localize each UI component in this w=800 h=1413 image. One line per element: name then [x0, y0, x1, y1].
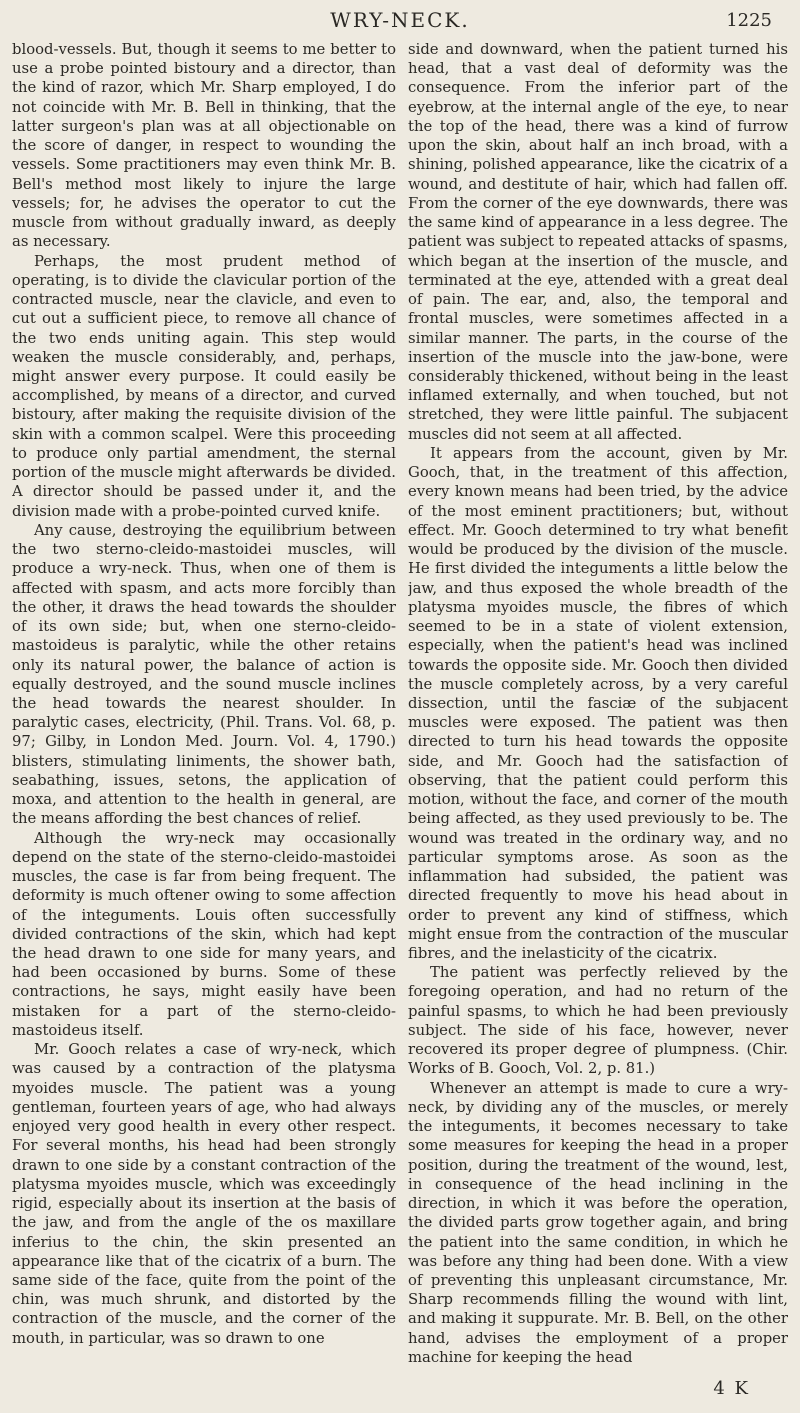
paragraph: Mr. Gooch relates a case of wry-neck, which was caused by a contraction of the platysma myoides muscle. The patient was a young gentleman, fourteen years of age, who had always enjoyed very good health in every other respect. For several months, his head had been strongly drawn to one side by a constant contraction of the platysma myoides muscle, which was exceedingly rigid, especially about its insertion at the basis of the jaw, and from the angle of the os maxillare inferius to the chin, the skin presented an appearance like that of the cicatrix of a burn. The same side of the face, quite from the point of the chin, was much shrunk, and distorted by the contraction of the muscle, and the corner of the mouth, in particular, was so drawn to one — [12, 1041, 396, 1347]
left-column — [12, 40, 396, 1375]
paragraph: Any cause, destroying the equilibrium between the two sterno-cleido-mastoidei muscles, will produce a wry-neck. Thus, when one of them is affected with spasm, and acts more forcibly than the other, it draws the head towards the shoulder of its own side; but, when one sterno-cleido-mastoideus is paralytic, while the other retains only its natural power, the balance of action is equally destroyed, and the sound muscle inclines the head towards the nearest shoulder. In paralytic cases, electricity, (Phil. Trans. Vol. 68, p. 97; Gilby, in London Med. Journ. Vol. 4, 1790.) blisters, stimulating liniments, the shower bath, seabathing, issues, setons, the application of moxa, and attention to the health in general, are the means affording the best chances of relief. — [12, 521, 396, 828]
paragraph: Although the wry-neck may occasionally depend on the state of the sterno-cleido-mastoidei muscles, the case is far from being frequent. The deformity is much oftener owing to some affection of the integuments. Louis often successfully divided contractions of the skin, which had kept the head drawn to one side for many years, and had been occasioned by burns. Some of these contractions, he says, might easily have been mistaken for a part of the sterno-cleido-mastoideus itself. — [12, 829, 396, 1039]
right-column — [408, 40, 788, 1375]
paragraph: The patient was perfectly relieved by the foregoing operation, and had no return of the painful spasms, to which he had been previously subject. The side of his face, however, never recovered its proper degree of plumpness. (Chir. Works of B. Gooch, Vol. 2, p. 81.) — [408, 964, 788, 1078]
paragraph: blood-vessels. But, though it seems to me better to use a probe pointed bistoury and a director, than the kind of razor, which Mr. Sharp employed, I do not coincide with Mr. B. Bell in thinking, that the latter surgeon's plan was at all objectionable on the score of danger, in respect to wounding the vessels. Some practitioners may even think Mr. B. Bell's method most likely to injure the large vessels; for, he advises the operator to cut the muscle from without gradually inward, as deeply as necessary. — [12, 41, 396, 251]
paragraph: Whenever an attempt is made to cure a wry-neck, by dividing any of the muscles, or merely the integuments, it becomes necessary to take some measures for keeping the head in a proper position, during the treatment of the wound, lest, in consequence of the head inclining in the direction, in which it was before the operation, the divided parts grow together again, and bring the patient into the same condition, in which he was before any thing had been done. With a view of preventing this unpleasant circumstance, Mr. Sharp recommends filling the wound with lint, and making it suppurate. Mr. B. Bell, on the other hand, advises the employment of a proper machine for keeping the head — [408, 1079, 788, 1366]
paragraph: Perhaps, the most prudent method of operating, is to divide the clavicular portion of the contracted muscle, near the clavicle, and even to cut out a sufficient piece, to remove all chance of the two ends uniting again. This step would weaken the muscle considerably, and, perhaps, might answer every purpose. It could easily be accomplished, by means of a director, and curved bistoury, after making the requisite division of the skin with a common scalpel. Were this proceeding to produce only partial amendment, the sternal portion of the muscle might afterwards be divided. A director should be passed under it, and the division made with a probe-pointed curved knife. — [12, 252, 396, 520]
signature-mark: 4 K — [713, 1378, 750, 1399]
paragraph: It appears from the account, given by Mr. Gooch, that, in the treatment of this affection, every known means had been tried, by the advice of the most eminent practitioners; but, without effect. Mr. Gooch determined to try what benefit would be produced by the division of the muscle. He first divided the integuments a little below the jaw, and thus exposed the whole breadth of the platysma myoides muscle, the fibres of which seemed to be in a state of violent extension, especially, when the patient's head was inclined towards the opposite side. Mr. Gooch then divided the muscle completely across, by a very careful dissection, until the fasciæ of the subjacent muscles were exposed. The patient was then directed to turn his head towards the opposite side, and Mr. Gooch had the satisfaction of observing, that the patient could perform this motion, without the face, and corner of the mouth being affected, as they used previously to be. The wound was treated in the ordinary way, and no particular symptoms arose. As soon as the inflammation had subsided, the patient was directed frequently to move his head about in order to prevent any kind of stiffness, which might ensue from the contraction of the muscular fibres, and the inelasticity of the cicatrix. — [408, 444, 788, 963]
paragraph: side and downward, when the patient turned his head, that a vast deal of deformity was the consequence. From the inferior part of the eyebrow, at the internal angle of the eye, to near the top of the head, there was a kind of furrow upon the skin, about half an inch broad, with a shining, polished appearance, like the cicatrix of a wound, and destitute of hair, which had fallen off. From the corner of the eye downwards, there was the same kind of appearance in a less degree. The patient was subject to repeated attacks of spasms, which began at the insertion of the muscle, and terminated at the eye, attended with a great deal of pain. The ear, and, also, the temporal and frontal muscles, were sometimes affected in a similar manner. The parts, in the course of the insertion of the muscle into the jaw-bone, were considerably thickened, without being in the least inflamed externally, and when touched, but not stretched, they were little painful. The subjacent muscles did not seem at all affected. — [408, 41, 788, 443]
page-header — [0, 0, 800, 40]
running-title: WRY-NECK. — [330, 8, 470, 32]
page-number: 1225 — [726, 10, 772, 31]
